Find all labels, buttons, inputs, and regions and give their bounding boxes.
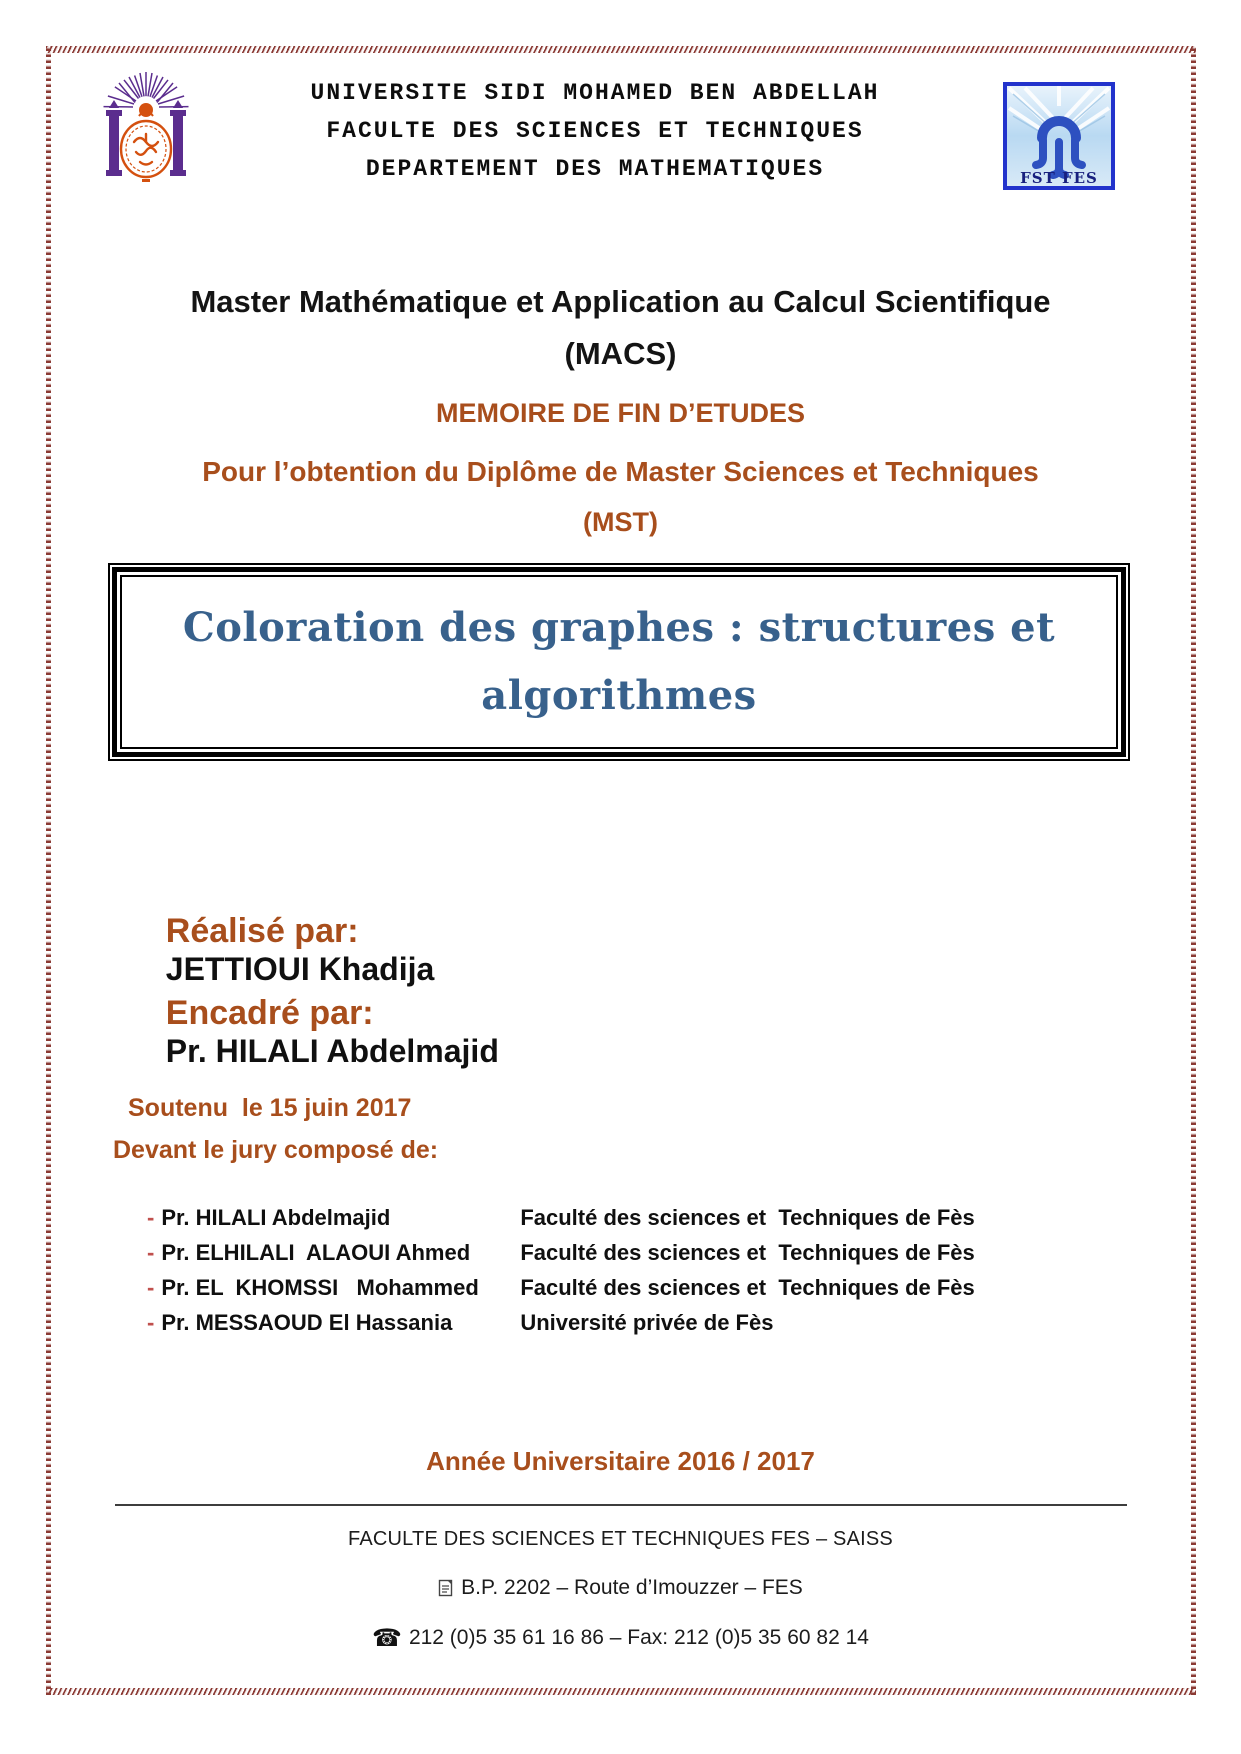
supervisor-label: Encadré par:: [165, 994, 374, 1032]
jury-member-name: Pr. ELHILALI ALAOUI Ahmed: [161, 1240, 471, 1265]
diploma-acronym: (MST): [583, 507, 658, 537]
thesis-title-box: [112, 567, 1126, 757]
jury-member-name: Pr. HILALI Abdelmajid: [161, 1205, 391, 1230]
jury-list: [147, 1206, 1087, 1346]
jury-dash: -: [147, 1205, 155, 1230]
jury-row: [147, 1206, 1087, 1229]
decorative-border-bottom: [46, 1688, 1196, 1695]
author-name: JETTIOUI Khadija: [165, 951, 435, 987]
footer-phone-line: [0, 1624, 1241, 1652]
jury-member-affiliation: Faculté des sciences et Techniques de Fès: [520, 1205, 975, 1230]
jury-member-name: Pr. EL KHOMSSI Mohammed: [161, 1275, 479, 1300]
fst-fes-label: FST FES: [1020, 169, 1098, 187]
jury-member-affiliation: Faculté des sciences et Techniques de Fès: [520, 1275, 975, 1300]
jury-dash: -: [147, 1240, 155, 1265]
master-program-acronym: (MACS): [564, 336, 677, 371]
mail-icon: [438, 1579, 454, 1597]
jury-member-name: Pr. MESSAOUD El Hassania: [161, 1310, 453, 1335]
university-name: UNIVERSITE SIDI MOHAMED BEN ABDELLAH: [310, 80, 880, 106]
university-header: [205, 74, 985, 188]
jury-dash: -: [147, 1275, 155, 1300]
faculty-name: FACULTE DES SCIENCES ET TECHNIQUES: [326, 118, 864, 144]
author-label: Réalisé par:: [165, 912, 359, 950]
footer-faculty: FACULTE DES SCIENCES ET TECHNIQUES FES – SAISS: [348, 1528, 893, 1550]
decorative-border-top: [46, 46, 1196, 53]
jury-member-affiliation: Faculté des sciences et Techniques de Fès: [520, 1240, 975, 1265]
jury-row: [147, 1311, 1087, 1334]
jury-row: [147, 1276, 1087, 1299]
master-program-title: Master Mathématique et Application au Calcul Scientifique: [190, 284, 1051, 319]
footer-address: B.P. 2202 – Route d’Imouzzer – FES: [461, 1576, 803, 1599]
thesis-title-line2: algorithmes: [481, 672, 757, 719]
jury-member-affiliation: Université privée de Fès: [520, 1310, 774, 1335]
jury-intro: Devant le jury composé de:: [113, 1136, 439, 1164]
jury-dash: -: [147, 1310, 155, 1335]
fst-fes-logo: [1003, 82, 1115, 190]
thesis-title-line1: Coloration des graphes : structures et: [182, 604, 1056, 651]
memoire-heading: MEMOIRE DE FIN D’ETUDES: [435, 398, 806, 428]
phone-icon: ☎: [372, 1624, 402, 1652]
university-emblem-logo: [96, 60, 196, 198]
supervisor-name: Pr. HILALI Abdelmajid: [165, 1033, 499, 1069]
department-name: DEPARTEMENT DES MATHEMATIQUES: [365, 156, 825, 182]
university-emblem-icon: [96, 60, 196, 198]
defense-date: Soutenu le 15 juin 2017: [128, 1094, 412, 1122]
footer-address-line: [0, 1576, 1241, 1600]
academic-year: Année Universitaire 2016 / 2017: [426, 1446, 815, 1476]
supervisor-line: [148, 976, 499, 1088]
fst-fes-icon: [1003, 82, 1115, 190]
diploma-line: Pour l’obtention du Diplôme de Master Sciences et Techniques: [202, 456, 1039, 487]
footer-phone: 212 (0)5 35 61 16 86 – Fax: 212 (0)5 35 60 82 14: [408, 1626, 869, 1649]
jury-row: [147, 1241, 1087, 1264]
footer-divider: [115, 1504, 1127, 1506]
